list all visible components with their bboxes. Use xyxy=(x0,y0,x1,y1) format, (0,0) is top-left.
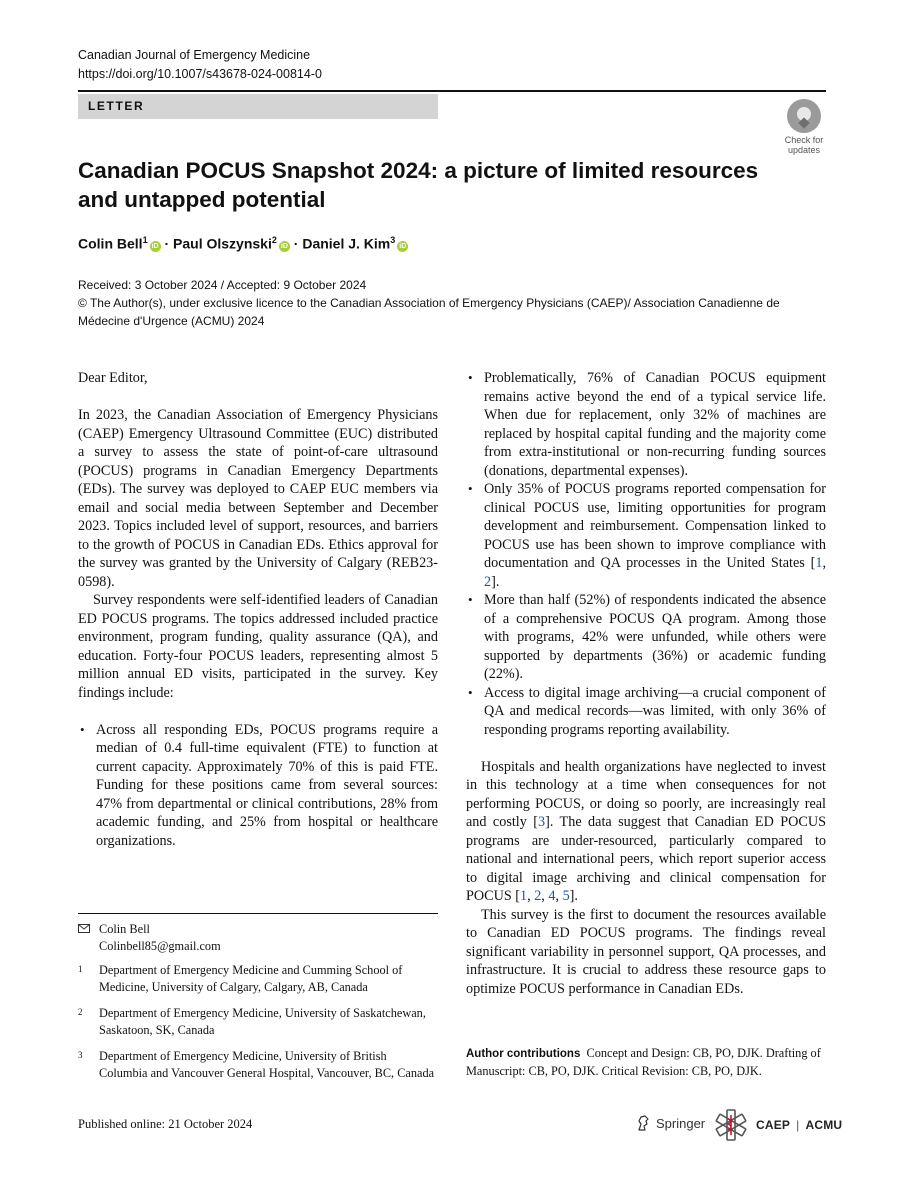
author-affiliation: 1 xyxy=(142,235,148,245)
citation-link[interactable]: 1 xyxy=(815,555,823,571)
list-item-text: ]. xyxy=(491,573,500,590)
list-item: • More than half (52%) of respondents indicated the absence of a comprehensive POCUS QA program. Among those with programs, 42% were unfunded, while others were supported by departments (36%) or academic funding (22%). xyxy=(468,592,826,682)
check-for-updates-button[interactable] xyxy=(780,99,828,155)
affiliation xyxy=(78,1048,438,1082)
affiliation xyxy=(78,962,438,996)
correspondence-email[interactable]: Colinbell85@gmail.com xyxy=(99,939,221,953)
article-title: Canadian POCUS Snapshot 2024: a picture of limited resources and untapped potential xyxy=(78,158,759,212)
affiliation-number: 1 xyxy=(78,964,83,974)
contributions-text: Concept and Design: CB, PO, DJK. Drafting of Manuscript: CB, PO, DJK. Critical Revision: CB, PO, DJK. xyxy=(466,1046,821,1078)
author-affiliation: 3 xyxy=(390,235,396,245)
paragraph-text: ]. xyxy=(569,888,578,904)
publication-history xyxy=(78,276,828,330)
received-accepted-dates: Received: 3 October 2024 / Accepted: 9 October 2024 xyxy=(78,278,367,292)
salutation: Dear Editor, xyxy=(78,370,148,386)
list-item-text: Across all responding EDs, POCUS programs require a median of 0.4 full-time equivalent (FTE) to function at current capacity. Approximately 70% of this is paid FTE. Funding for these positions came from several sources: 47% from departmental or clinical contributions, 28% from academic funding, and 25% from hospital or healthcare organizations. xyxy=(96,721,438,849)
list-item-text: Problematically, 76% of Canadian POCUS equipment remains active beyond the end of a typical service life. When due for replacement, only 32% of machines are replaced by hospital capital funding and the majority come from extra-institutional or non-recurring funding sources (donations, departmental expenses). xyxy=(484,370,826,479)
affiliation-number: 3 xyxy=(78,1050,83,1060)
citation-link[interactable]: 4 xyxy=(548,888,556,904)
published-date: Published online: 21 October 2024 xyxy=(78,1117,253,1131)
footnote-rule xyxy=(78,913,438,914)
body-paragraph: This survey is the first to document the resources available to Canadian ED POCUS programs. The findings reveal significant variability in personnel support, QA processes, and infrastructure. It is crucial to address these resource gaps to optimize POCUS performance in Canadian EDs. xyxy=(466,906,826,997)
left-column xyxy=(78,369,438,850)
author-separator: · xyxy=(293,235,299,252)
orcid-icon[interactable]: iD xyxy=(399,242,407,250)
citation-link[interactable]: 3 xyxy=(538,814,546,830)
author-contributions xyxy=(466,1045,826,1080)
check-updates-label-2: updates xyxy=(787,145,821,155)
logo-divider: | xyxy=(796,1118,800,1132)
journal-header xyxy=(78,46,322,84)
right-column xyxy=(466,369,826,998)
author-name[interactable]: Daniel J. Kim xyxy=(302,235,391,252)
list-item: • Only 35% of POCUS programs reported compensation for clinical POCUS use, limiting opportunities for program development and reimbursement. Compensation linked to POCUS use has been shown to improve compliance with documentation and QA processes in the United States [1, 2]. xyxy=(468,481,826,590)
publisher-name: Springer xyxy=(656,1115,706,1131)
citation-link[interactable]: 5 xyxy=(562,888,570,904)
affiliation-text: Department of Emergency Medicine and Cumming School of Medicine, University of Calgary, Calgary, AB, Canada xyxy=(99,963,403,994)
list-item: • Across all responding EDs, POCUS programs require a median of 0.4 full-time equivalent (FTE) to function at current capacity. Approximately 70% of this is paid FTE. Funding for these positions came from several sources: 47% from departmental or clinical contributions, 28% from academic funding, and 25% from hospital or healthcare organizations. xyxy=(80,721,438,849)
paragraph-text: Hospitals and health organizations have neglected to invest in this technology at a time when consequences for not performing POCUS, or doing so poorly, are increasingly real and costly [ xyxy=(466,758,826,830)
author-list xyxy=(78,235,408,252)
citation-link[interactable]: 2 xyxy=(484,573,492,590)
author-name[interactable]: Colin Bell xyxy=(78,235,143,252)
envelope-icon xyxy=(78,924,90,933)
citation-link[interactable]: 1 xyxy=(520,888,528,904)
findings-list xyxy=(78,721,438,851)
header-rule xyxy=(78,90,826,92)
copyright-notice: © The Author(s), under exclusive licence to the Canadian Association of Emergency Physicians (CAEP)/ Association Canadienne de Médecine d'Urgence (ACMU) 2024 xyxy=(78,296,780,328)
list-item: • Problematically, 76% of Canadian POCUS equipment remains active beyond the end of a typical service life. When due for replacement, only 32% of machines are replaced by hospital capital funding and the majority come from extra-institutional or non-recurring funding sources (donations, departmental expenses). xyxy=(468,370,826,479)
author-affiliation: 2 xyxy=(271,235,277,245)
list-item: • Access to digital image archiving—a crucial component of QA and medical records—was limited, with only 36% of responding programs reporting availability. xyxy=(468,684,826,738)
affiliation-text: Department of Emergency Medicine, University of Saskatchewan, Saskatoon, SK, Canada xyxy=(99,1006,426,1037)
caep-label: CAEP xyxy=(756,1118,791,1132)
correspondence-name: Colin Bell xyxy=(99,922,150,936)
findings-list-continued xyxy=(466,369,826,739)
body-paragraph: In 2023, the Canadian Association of Emergency Physicians (CAEP) Emergency Ultrasound Committee (EUC) distributed a survey to assess the state of point-of-care ultrasound (POCUS) programs in Canadian Emergency Departments (EDs). The survey was deployed to CAEP EUC members via email and social media between September and December 2023. Topics included level of support, resources, and barriers to the growth of POCUS in Canadian EDs. Ethics approval for the survey was granted by the University of Calgary (REB23-0598). xyxy=(78,407,438,590)
paragraph-text: ]. The data suggest that Canadian ED POCUS programs are under-resourced, particularly compared to national and international peers, which report superior access to digital image archiving and clinical compensation for POCUS [ xyxy=(466,814,826,904)
contributions-label: Author contributions xyxy=(466,1048,581,1060)
list-item-text: More than half (52%) of respondents indicated the absence of a comprehensive POCUS QA program. Among those with programs, 42% were unfunded, while others were supported by departments (36%) or academic funding (22%). xyxy=(484,592,826,682)
springer-horse-icon xyxy=(636,1115,650,1131)
orcid-icon[interactable]: iD xyxy=(151,242,159,250)
springer-logo[interactable] xyxy=(636,1115,705,1131)
check-updates-icon xyxy=(787,99,821,133)
affiliation xyxy=(78,1005,438,1039)
author-separator: · xyxy=(164,235,170,252)
body-paragraph: Survey respondents were self-identified leaders of Canadian ED POCUS programs. The topics addressed included practice environment, program funding, quality assurance (QA), and education. Forty-four POCUS leaders, representing almost 5 million annual ED visits, participated in the survey. Key findings include: xyxy=(78,592,438,701)
orcid-icon[interactable]: iD xyxy=(280,242,288,250)
affiliation-number: 2 xyxy=(78,1007,83,1017)
doi-link[interactable]: https://doi.org/10.1007/s43678-024-00814-0 xyxy=(78,67,322,81)
correspondence xyxy=(78,921,438,955)
list-item-text: Access to digital image archiving—a crucial component of QA and medical records—was limited, with only 36% of responding programs reporting availability. xyxy=(484,684,826,738)
caep-acmu-logo[interactable] xyxy=(712,1106,842,1144)
list-item-text: Only 35% of POCUS programs reported compensation for clinical POCUS use, limiting opportunities for program development and reimbursement. Compensation linked to POCUS use has been shown to improve compliance with documentation and QA processes in the United States [ xyxy=(484,481,826,571)
author-name[interactable]: Paul Olszynski xyxy=(173,235,272,252)
body-paragraph: Hospitals and health organizations have neglected to invest in this technology at a time when consequences for not performing POCUS, or doing so poorly, are increasingly real and costly [3]. The data suggest that Canadian ED POCUS programs are under-resourced, particularly compared to national and international peers, which report superior access to digital image archiving and clinical compensation for POCUS [1, 2, 4, 5]. xyxy=(466,758,826,904)
section-label: LETTER xyxy=(78,94,438,119)
check-updates-label-1: Check for xyxy=(784,135,824,145)
acmu-label: ACMU xyxy=(805,1118,843,1132)
affiliation-text: Department of Emergency Medicine, University of British Columbia and Vancouver General Hospital, Vancouver, BC, Canada xyxy=(99,1049,435,1080)
footnotes xyxy=(78,921,438,1082)
journal-name: Canadian Journal of Emergency Medicine xyxy=(78,48,311,62)
caep-star-of-life-icon xyxy=(712,1106,750,1144)
citation-link[interactable]: 2 xyxy=(534,888,542,904)
